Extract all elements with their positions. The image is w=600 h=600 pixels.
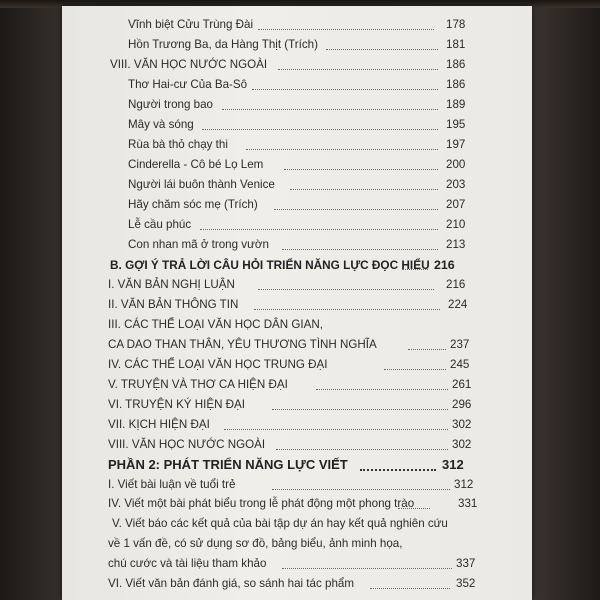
toc-entry-page: 302 bbox=[452, 418, 472, 431]
toc-leader-dots bbox=[384, 369, 446, 370]
toc-entry-page: 337 bbox=[456, 557, 476, 570]
toc-entry bbox=[62, 135, 532, 155]
toc-entry-page: 189 bbox=[446, 98, 466, 111]
toc-entry-page: 216 bbox=[446, 278, 466, 291]
toc-leader-dots bbox=[258, 289, 434, 290]
toc-entry-title: IV. Viết một bài phát biểu trong lễ phát động một phong trào bbox=[108, 497, 415, 510]
toc-leader-dots bbox=[402, 269, 428, 270]
toc-leader-dots bbox=[258, 29, 434, 30]
toc-entry-title: IV. CÁC THỂ LOẠI VĂN HỌC TRUNG ĐẠI bbox=[108, 358, 328, 371]
toc-entry-title: Hồn Trương Ba, da Hàng Thịt (Trích) bbox=[128, 38, 318, 51]
toc-entry bbox=[62, 155, 532, 175]
toc-entry bbox=[62, 175, 532, 195]
toc-entry-title: Mây và sóng bbox=[128, 118, 194, 131]
toc-entry bbox=[62, 275, 532, 295]
toc-entry-title: PHẦN 2: PHÁT TRIỂN NĂNG LỰC VIẾT bbox=[108, 457, 348, 472]
toc-entry bbox=[62, 95, 532, 115]
toc-entry-page: 224 bbox=[448, 298, 468, 311]
toc-entry-page: 186 bbox=[446, 58, 466, 71]
toc-entry-page: 203 bbox=[446, 178, 466, 191]
toc-part-heading bbox=[62, 455, 532, 475]
toc-leader-dots bbox=[222, 109, 438, 110]
toc-entry-page: 237 bbox=[450, 338, 470, 351]
toc-entry-page: 331 bbox=[458, 497, 478, 510]
toc-entry-page: 207 bbox=[446, 198, 466, 211]
toc-entry-title: II. VĂN BẢN THÔNG TIN bbox=[108, 298, 239, 311]
toc-leader-dots bbox=[202, 129, 438, 130]
toc-entry-title: VI. Viết văn bản đánh giá, so sánh hai tác phẩm bbox=[108, 577, 354, 590]
toc-entry-page: 245 bbox=[450, 358, 470, 371]
toc-entry-page: 213 bbox=[446, 238, 466, 251]
toc-leader-dots bbox=[272, 489, 450, 490]
toc-entry bbox=[62, 215, 532, 235]
toc-entry-page: 200 bbox=[446, 158, 466, 171]
toc-entry-page: 181 bbox=[446, 38, 466, 51]
toc-entry-title: Cinderella - Cô bé Lọ Lem bbox=[128, 158, 264, 171]
toc-leader-dots bbox=[282, 249, 438, 250]
toc-entry-title: CA DAO THAN THÂN, YÊU THƯƠNG TÌNH NGHĨA bbox=[108, 338, 377, 351]
toc-entry bbox=[62, 75, 532, 95]
toc-entry bbox=[62, 55, 532, 75]
toc-leader-dots bbox=[278, 69, 438, 70]
toc-entry bbox=[62, 375, 532, 395]
toc-entry-page: 186 bbox=[446, 78, 466, 91]
toc-entry-title: VII. KỊCH HIỆN ĐẠI bbox=[108, 418, 210, 431]
toc-entry-title: Người trong bao bbox=[128, 98, 213, 111]
toc-entry-title: B. GỢI Ý TRẢ LỜI CÂU HỎI TRIỂN NĂNG LỰC ĐỌC HIỂU bbox=[110, 258, 430, 272]
toc-section-heading bbox=[62, 255, 532, 275]
toc-entry bbox=[62, 235, 532, 255]
toc-leader-dots bbox=[316, 389, 448, 390]
photo-background-right bbox=[532, 0, 600, 600]
toc-leader-dots bbox=[274, 209, 438, 210]
toc-entry-page: 296 bbox=[452, 398, 472, 411]
toc-leader-dots bbox=[252, 89, 438, 90]
toc-entry-page: 352 bbox=[456, 577, 476, 590]
toc-leader-dots bbox=[200, 229, 438, 230]
toc-entry-page: 195 bbox=[446, 118, 466, 131]
toc-entry-title: I. VĂN BẢN NGHỊ LUẬN bbox=[108, 278, 235, 291]
toc-entry-page: 210 bbox=[446, 218, 466, 231]
toc-entry-title: V. Viết báo các kết quả của bài tập dự án hay kết quả nghiên cứu bbox=[112, 517, 448, 530]
toc-entry-title: VI. TRUYỆN KÝ HIỆN ĐẠI bbox=[108, 398, 246, 411]
toc-leader-dots bbox=[408, 349, 446, 350]
toc-entry-page: 261 bbox=[452, 378, 472, 391]
toc-entry bbox=[62, 315, 532, 335]
toc-leader-dots bbox=[276, 449, 448, 450]
toc-entry bbox=[62, 415, 532, 435]
toc-entry-page: 312 bbox=[454, 478, 474, 491]
toc-entry bbox=[62, 15, 532, 35]
toc-leader-dots bbox=[284, 169, 438, 170]
toc-entry-page: 216 bbox=[434, 258, 455, 272]
toc-entry-page: 302 bbox=[452, 438, 472, 451]
photo-background-left bbox=[0, 0, 62, 600]
toc-entry-title: Lễ cầu phúc bbox=[128, 218, 192, 231]
toc-entry bbox=[62, 475, 532, 495]
toc-entry bbox=[62, 335, 532, 355]
toc-leader-dots bbox=[272, 409, 448, 410]
toc-entry-page: 197 bbox=[446, 138, 466, 151]
toc-entry-title: Vĩnh biệt Cửu Trùng Đài bbox=[128, 18, 254, 31]
toc-entry-title: I. Viết bài luận về tuổi trẻ bbox=[108, 478, 236, 491]
toc-entry-title: III. CÁC THỂ LOẠI VĂN HỌC DÂN GIAN, bbox=[108, 318, 323, 331]
toc-leader-dots bbox=[254, 309, 440, 310]
toc-leader-dots bbox=[360, 469, 436, 471]
toc-entry-title: VIII. VĂN HỌC NƯỚC NGOÀI bbox=[110, 58, 268, 71]
toc-entry-title: về 1 vấn đề, có sử dụng sơ đồ, bảng biểu, ảnh minh họa, bbox=[108, 537, 403, 550]
toc-entry-title: Thơ Hai-cư Của Ba-Sô bbox=[128, 78, 248, 91]
toc-entry bbox=[62, 395, 532, 415]
toc-entry-title: V. TRUYỆN VÀ THƠ CA HIỆN ĐẠI bbox=[108, 378, 288, 391]
toc-entry bbox=[62, 355, 532, 375]
toc-entry bbox=[62, 115, 532, 135]
toc-entry-title: Hãy chăm sóc mẹ (Trích) bbox=[128, 198, 258, 211]
toc-entry-title: Rùa bà thỏ chạy thi bbox=[128, 138, 228, 151]
toc-entry-title: VIII. VĂN HỌC NƯỚC NGOÀI bbox=[108, 438, 266, 451]
toc-entry-title: Con nhan mã ở trong vườn bbox=[128, 238, 269, 251]
toc-entry bbox=[62, 435, 532, 455]
toc-entry-title: chú cước và tài liệu tham khảo bbox=[108, 557, 267, 570]
toc-leader-dots bbox=[246, 149, 438, 150]
toc-entry bbox=[62, 195, 532, 215]
toc-leader-dots bbox=[326, 49, 438, 50]
toc-leader-dots bbox=[224, 429, 448, 430]
toc-entry-page: 312 bbox=[442, 457, 464, 472]
toc-leader-dots bbox=[290, 189, 438, 190]
toc-entry-page: 178 bbox=[446, 18, 466, 31]
toc-entry bbox=[62, 35, 532, 55]
book-page bbox=[62, 6, 532, 600]
toc-entry bbox=[62, 295, 532, 315]
toc-entry-title: Người lái buôn thành Venice bbox=[128, 178, 275, 191]
